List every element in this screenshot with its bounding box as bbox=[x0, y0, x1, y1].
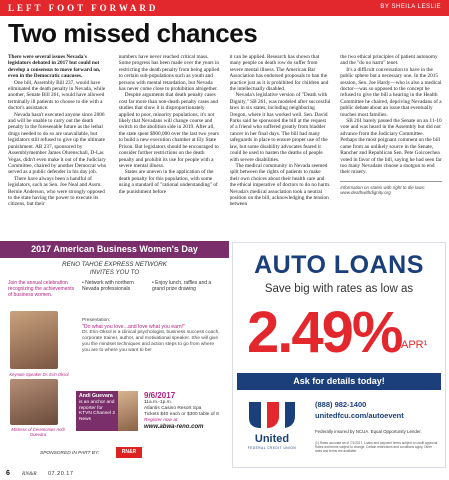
event-details bbox=[144, 391, 226, 430]
united-logo-word: United bbox=[254, 433, 290, 445]
andi-info-box bbox=[76, 391, 118, 431]
event-join-text: Join the annual celebration recognizing the achievements of business women. bbox=[8, 280, 75, 298]
mc-photo bbox=[10, 379, 58, 425]
event-advertisement bbox=[0, 241, 229, 467]
article-paragraph: it can be applied. Research has shown that many people on death row do suffer from severe mental illness. The American Bar Association has endorsed proposals to ban the practice just as it is prohibited for children and the intellectually disabled. bbox=[229, 54, 329, 93]
article-headline: Two missed chances bbox=[8, 18, 258, 48]
article-paragraph: Nevada's legislative version of "Death with Dignity," SB 261, was modeled after successful laws in six states, including neighboring Oregon, where it has worked well. Sen. David Parks said he sponsored the bill at the request of a friend who suffered greatly from bladder cancer in her final days. The bill had many safeguards in place to ensure proper use of the law, but some disability advocates feared it could be used to hasten the deaths of people with severe disabilities. bbox=[229, 92, 331, 163]
loan-rate: 2.49% bbox=[247, 300, 402, 365]
united-logo-sub: FEDERAL CREDIT UNION bbox=[247, 446, 297, 450]
united-logo-icon bbox=[241, 398, 303, 432]
sponsor-logo: RN&R bbox=[116, 447, 142, 458]
auto-loans-subtitle: Save big with rates as low as bbox=[264, 283, 414, 295]
event-bullet-lunch: • Enjoy lunch, raffles and a grand prize drawing bbox=[152, 280, 212, 292]
andi-name: Andi Guevara bbox=[79, 393, 113, 399]
event-date: 9/6/2017 bbox=[144, 391, 176, 400]
article-paragraph: Despite arguments that death penalty cases cost far more than non-death penalty cases and studies that show it is disproportionately applied to poor, minority populations, it's not likely that Nevadans will change course and switch to the abolition side in 2019. After all, the state spent $900,000 over the last two years to build a new execution chamber at Ely State Prison. But legislators should be encouraged to consider further restrictions on the death penalty and prohibit its use for people with a severe mental illness. bbox=[118, 92, 219, 169]
presentation-quote: "Do what you love...and love what you earn!" bbox=[82, 324, 185, 330]
article-footnote: Information on states with right to die laws: www.deathwithdignity.org bbox=[340, 181, 442, 196]
auto-loans-title: AUTO LOANS bbox=[254, 251, 424, 279]
ask-details-bar: Ask for details today! bbox=[237, 373, 441, 390]
article-body bbox=[8, 54, 442, 236]
article-paragraph: Nevada hasn't executed anyone since 2006 and will be unable to carry out the death penalty in the foreseeable future as the lethal drugs needed to do so are unavailable, but legislators still refused to give up the ultimate punishment. AB 237, sponsored by Assemblymember James Ohrenschall, D-Las Vegas, didn't even make it out of the Judiciary Committee, chaired by another Democrat who served as a public defender in his day job. bbox=[8, 111, 107, 176]
article-paragraph: It's a difficult conversation to have in the public sphere but a necessary one. In the 2015 session, Sen. Joe Hardy—who is also a medical doctor—was so opposed to the concept he refused to give the bill a hearing in the Health Committee he chaired, depriving Nevadans of a public debate about an issue that eventually touches most families. bbox=[340, 66, 442, 118]
event-org-line2: INVITES YOU TO bbox=[89, 269, 140, 276]
article-column-4 bbox=[340, 54, 442, 236]
byline: BY SHEILA LESLIE bbox=[380, 4, 441, 10]
loan-url-link[interactable]: unitedfcu.com/autoevent bbox=[315, 411, 404, 420]
event-organizer bbox=[0, 261, 229, 277]
loan-apr: APR¹ bbox=[401, 339, 428, 351]
article-column-1 bbox=[8, 54, 110, 236]
keynote-speaker-photo bbox=[10, 311, 58, 369]
column-header-bar bbox=[0, 0, 449, 16]
andi-text: is an anchor and reporter for KTVN Channel 2 News bbox=[79, 399, 115, 423]
presentation-block bbox=[82, 318, 222, 354]
event-venue: Atlantis Casino Resort Spa bbox=[144, 406, 202, 411]
page-footer bbox=[0, 470, 449, 480]
article-paragraph: There have always been a handful of legislators, such as Sen. Joe Neal and Assm. Bernie Anderson, who were strongly opposed to the state having the power to execute its citizens, but their bbox=[8, 175, 105, 208]
column-name: LEFT FOOT FORWARD bbox=[8, 3, 159, 13]
andi-photo bbox=[118, 391, 138, 431]
event-tickets: Tickets $40 each or $300 table of 8 bbox=[144, 412, 219, 417]
event-website-link[interactable]: www.abwa-reno.com bbox=[144, 424, 204, 430]
auto-loan-advertisement bbox=[232, 242, 446, 468]
presentation-label: Presentation: bbox=[82, 318, 111, 323]
event-bullet-network: • Network with northern Nevada professionals bbox=[82, 280, 134, 292]
sponsored-by: SPONSORED IN PART BY: bbox=[40, 451, 100, 456]
article-paragraph: SB 261 barely passed the Senate on an 11-10 vote and was heard in the Assembly but did not advance from the Judiciary Committee. Perhaps the most poignant comment on the bill came from an unlikely source in the Senate, Rancher and Republican Sen. Pete Goicoechea voted in favor of the bill, saying he had seen far too many Nevadans choose a shotgun to end their misery. bbox=[340, 118, 442, 176]
article-column-3 bbox=[230, 54, 332, 236]
issue-date: 07.20.17 bbox=[48, 471, 74, 477]
article-column-2 bbox=[119, 54, 221, 236]
page-number: 6 bbox=[6, 470, 10, 477]
article-paragraph: numbers have never reached critical mass. Some progress has been made over the years in restricting the death penalty from being applied to certain sub-populations such as youth and persons with mental retardation, but Nevada has never come close to prohibition altogether. bbox=[118, 54, 220, 93]
event-banner: 2017 American Business Women's Day bbox=[0, 241, 229, 258]
article-paragraph: There were several issues Nevada's legislators debated in 2017 but could not develop a consensus to move forward on, even in the Democratic caucuses. bbox=[8, 54, 101, 80]
article-paragraph: the two ethical principles of patient autonomy and the "do no harm" tenet. bbox=[340, 54, 438, 67]
mc-caption: Mistress of Ceremonies Andi Guevara bbox=[11, 427, 65, 437]
article-paragraph: The medical community in Nevada seemed split between the rights of patients to make their own choices about their health care and the ethical imperative of doctors to do no harm. Nevada's medical association took a neutral position on the bill, acknowledging the tension between bbox=[229, 162, 331, 208]
loan-phone[interactable]: (888) 982-1400 bbox=[315, 400, 367, 409]
article-paragraph: States are uneven in the application of the death penalty for this population, with some using a standard of "rational understanding" of the punishment before bbox=[118, 169, 218, 195]
loan-fine-print: (1) Rates accurate as of 7/1/2017. Loans and payment terms subject to credit approval. Rates and terms subject to change. Certain restrictions and conditions apply. Other rates and terms are available. bbox=[315, 441, 439, 453]
article-paragraph: One bill, Assembly Bill 237, would have eliminated the death penalty in Nevada, while another, Senate Bill 261, would have allowed terminally ill patients to choose to die with a doctor's assistance. bbox=[8, 79, 106, 112]
event-org-line1: RENO TAHOE EXPRESS NETWORK bbox=[62, 261, 167, 268]
ncua-notice: Federally insured by NCUA. Equal Opportunity Lender. bbox=[315, 429, 422, 434]
presentation-body: Dr. Erin Oksol is a clinical psychologist, business success coach, corporate trainer, author, and motivational speaker. She will give you the mindset techniques and action steps to go from where you are to where you want to be! bbox=[82, 330, 220, 353]
keynote-caption: Keynote Speaker Dr. Erin Oksol bbox=[9, 372, 69, 377]
event-time: 11a.m.-1p.m. bbox=[144, 400, 172, 405]
event-register: Register now at bbox=[144, 418, 178, 423]
publication-name: RN&R bbox=[22, 471, 37, 477]
